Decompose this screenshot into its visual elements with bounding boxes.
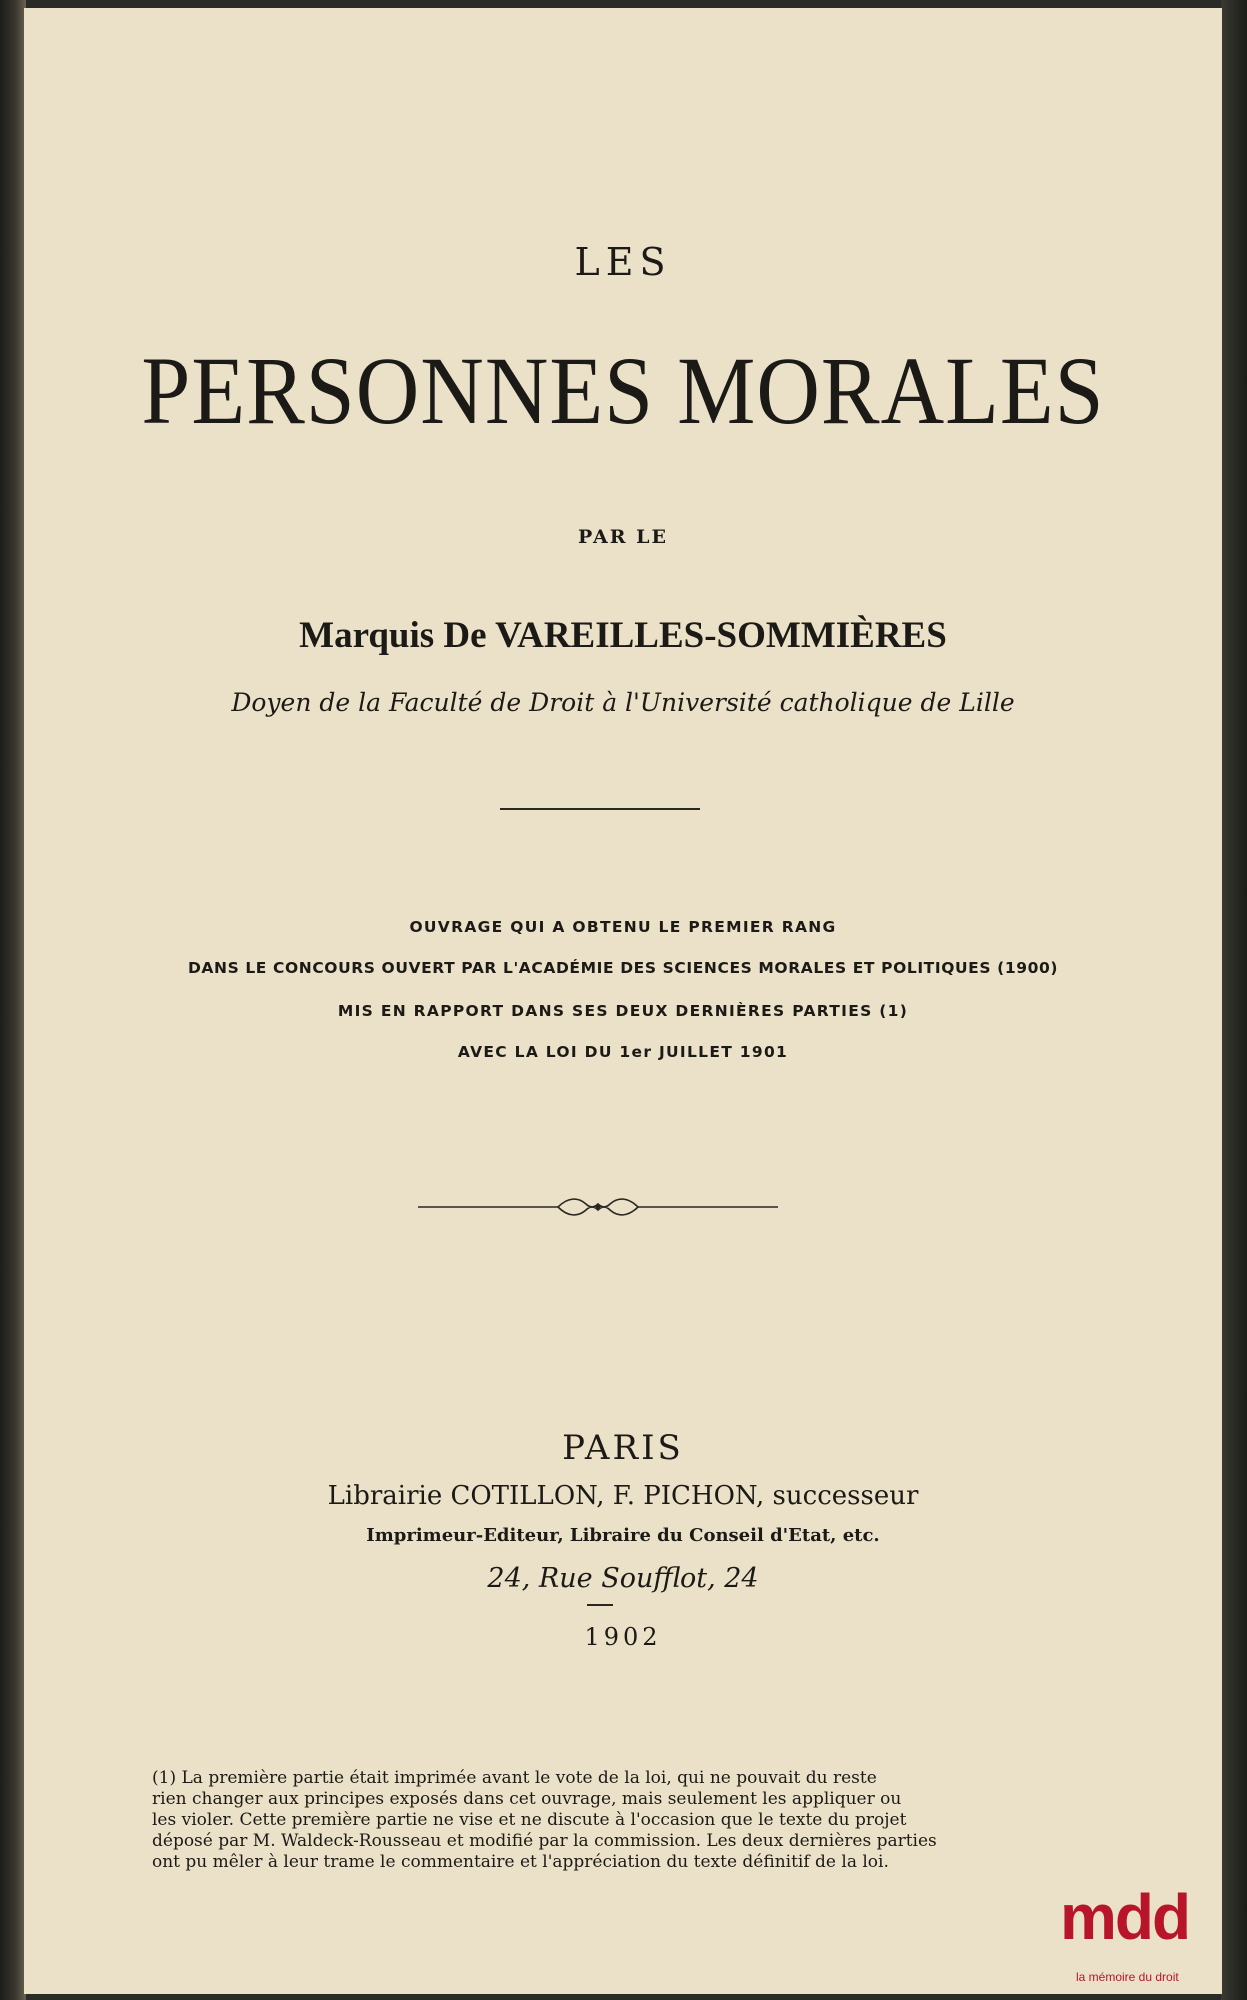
title-page — [24, 8, 1222, 1994]
footnote-line: les violer. Cette première partie ne vise et ne discute à l'occasion que le texte du projet — [152, 1810, 907, 1830]
notice-line-2: DANS LE CONCOURS OUVERT PAR L'ACADÉMIE DES SCIENCES MORALES ET POLITIQUES (1900) — [187, 959, 1059, 977]
notice-line-4: AVEC LA LOI DU 1er JUILLET 1901 — [457, 1043, 789, 1061]
title-pre: LES — [574, 240, 672, 284]
footnote-line: déposé par M. Waldeck-Rousseau et modifié par la commission. Les deux dernières parties — [152, 1831, 937, 1851]
footnote-line: rien changer aux principes exposés dans cet ouvrage, mais seulement les appliquer ou — [152, 1789, 902, 1809]
mdd-watermark-logo — [1060, 1880, 1220, 1990]
imprint-publisher-detail: Imprimeur-Editeur, Libraire du Conseil d'Etat, etc. — [366, 1525, 880, 1546]
notice-line-3: MIS EN RAPPORT DANS SES DEUX DERNIÈRES PARTIES (1) — [337, 1002, 909, 1020]
separator-rule — [500, 808, 700, 810]
imprint-city: PARIS — [562, 1428, 684, 1468]
footnote-line: (1) La première partie était imprimée avant le vote de la loi, qui ne pouvait du reste — [152, 1768, 877, 1788]
imprint-address: 24, Rue Soufflot, 24 — [487, 1563, 759, 1594]
imprint-publisher: Librairie COTILLON, F. PICHON, successeur — [327, 1481, 919, 1511]
author-affiliation: Doyen de la Faculté de Droit à l'Université catholique de Lille — [231, 688, 1015, 717]
footnote-line: ont pu mêler à leur trame le commentaire et l'appréciation du texte définitif de la loi. — [152, 1852, 889, 1872]
book-spine — [0, 0, 26, 2000]
notice-line-1: OUVRAGE QUI A OBTENU LE PREMIER RANG — [409, 918, 837, 936]
ornament-divider-icon — [418, 1192, 778, 1222]
page-edge — [1221, 0, 1247, 2000]
imprint-year: 1902 — [584, 1623, 662, 1651]
footnote — [152, 1768, 1038, 1873]
logo-text: mdd — [1060, 1881, 1190, 1953]
logo-tagline: la mémoire du droit — [1076, 1970, 1179, 1984]
year-dash — [587, 1604, 613, 1606]
author-name: Marquis De VAREILLES-SOMMIÈRES — [299, 615, 947, 656]
main-title: PERSONNES MORALES — [141, 338, 1105, 445]
by-line: PAR LE — [578, 526, 668, 548]
